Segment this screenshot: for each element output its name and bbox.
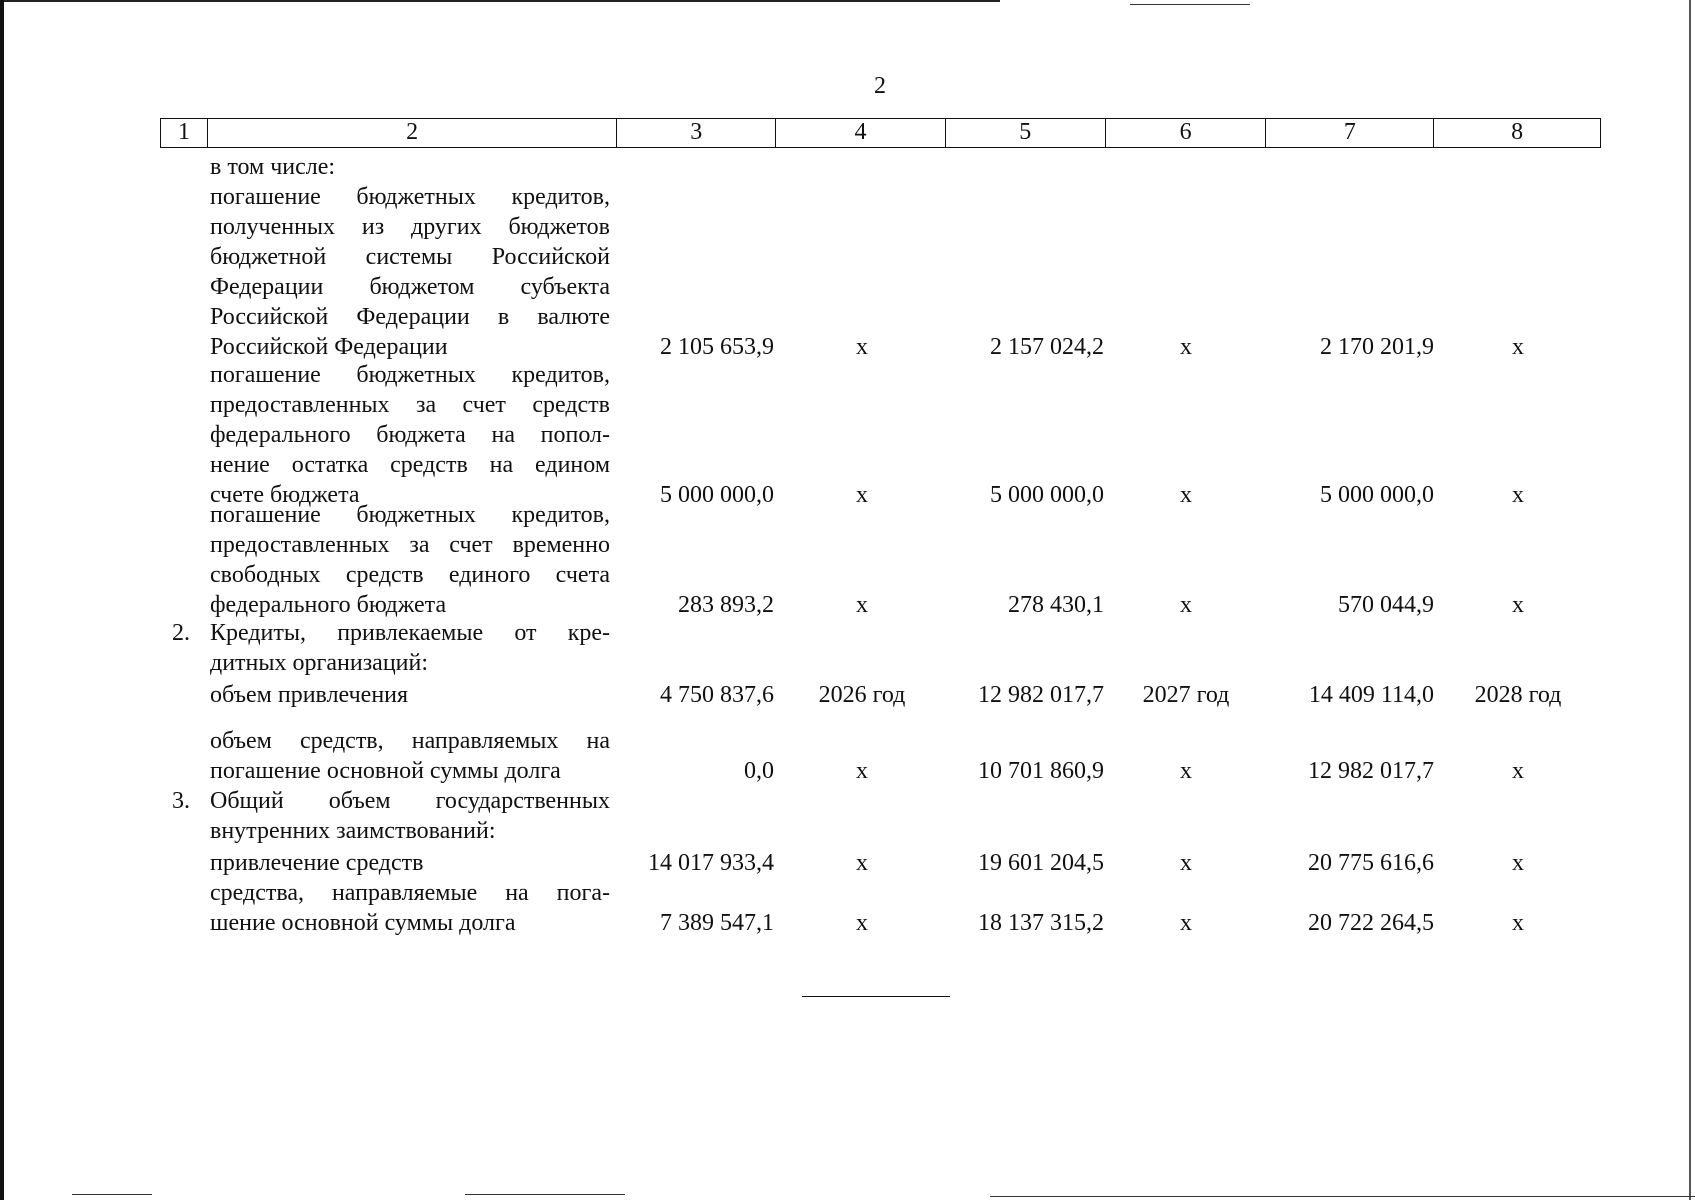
header-cell-4: 4 bbox=[776, 119, 946, 147]
row-label-line: объем привлечения bbox=[210, 682, 409, 708]
cell-c6: x bbox=[1180, 758, 1192, 784]
scan-edge-right bbox=[1689, 0, 1691, 1200]
cell-c7: 20 775 616,6 bbox=[1308, 850, 1434, 876]
header-cell-1: 1 bbox=[161, 119, 208, 147]
cell-c8: x bbox=[1512, 592, 1524, 618]
header-cell-5: 5 bbox=[946, 119, 1106, 147]
cell-c4: x bbox=[856, 592, 868, 618]
row-label bbox=[210, 500, 610, 620]
cell-c8: 2028 год bbox=[1474, 682, 1562, 708]
cell-c8: x bbox=[1512, 482, 1524, 508]
row-number: 3. bbox=[172, 788, 190, 814]
scan-edge-bottom-fragment-middle bbox=[465, 1194, 625, 1195]
scan-edge-bottom bbox=[990, 1196, 1695, 1197]
cell-c3: 7 389 547,1 bbox=[660, 910, 774, 936]
row-label-line: счете бюджета bbox=[210, 482, 360, 508]
row-label-line: в том числе: bbox=[210, 154, 336, 180]
row-label-line: бюджетной системы Российской bbox=[210, 244, 610, 270]
row-label-line: предоставленных за счет временно bbox=[210, 532, 610, 558]
row-label-line: внутренних заимствований: bbox=[210, 818, 496, 844]
cell-c5: 12 982 017,7 bbox=[978, 682, 1104, 708]
table-header-row bbox=[160, 118, 1601, 148]
cell-c4: x bbox=[856, 482, 868, 508]
cell-c6: x bbox=[1180, 482, 1192, 508]
header-cell-8: 8 bbox=[1511, 119, 1524, 145]
row-label-line: нение остатка средств на едином bbox=[210, 452, 610, 478]
cell-c7: 5 000 000,0 bbox=[1320, 482, 1434, 508]
row-label bbox=[210, 680, 610, 710]
row-label-line: погашение бюджетных кредитов, bbox=[210, 362, 610, 388]
header-cell-7: 7 bbox=[1266, 119, 1434, 147]
row-label-line: федерального бюджета bbox=[210, 592, 447, 618]
cell-c3: 2 105 653,9 bbox=[660, 334, 774, 360]
row-label-line: федерального бюджета на попол- bbox=[210, 422, 610, 448]
row-label-line: Российской Федерации bbox=[210, 334, 448, 360]
cell-c5: 18 137 315,2 bbox=[978, 910, 1104, 936]
cell-c8: x bbox=[1512, 334, 1524, 360]
row-label-line: предоставленных за счет средств bbox=[210, 392, 610, 418]
row-label-line: объем средств, направляемых на bbox=[210, 728, 610, 754]
header-cell-6: 6 bbox=[1106, 119, 1267, 147]
row-label bbox=[210, 726, 610, 786]
cell-c3: 14 017 933,4 bbox=[648, 850, 774, 876]
page-number: 2 bbox=[874, 73, 886, 99]
cell-c6: x bbox=[1180, 850, 1192, 876]
row-label-line: погашение основной суммы долга bbox=[210, 758, 561, 784]
cell-c5: 278 430,1 bbox=[1008, 592, 1104, 618]
row-number: 2. bbox=[172, 620, 190, 646]
row-label bbox=[210, 786, 610, 846]
row-label-line: полученных из других бюджетов bbox=[210, 214, 610, 240]
cell-c8: x bbox=[1512, 850, 1524, 876]
cell-c8: x bbox=[1512, 910, 1524, 936]
cell-c6: x bbox=[1180, 334, 1192, 360]
cell-c7: 12 982 017,7 bbox=[1308, 758, 1434, 784]
cell-c7: 570 044,9 bbox=[1338, 592, 1434, 618]
cell-c4: x bbox=[856, 910, 868, 936]
cell-c5: 2 157 024,2 bbox=[990, 334, 1104, 360]
cell-c7: 20 722 264,5 bbox=[1308, 910, 1434, 936]
row-label bbox=[210, 848, 610, 878]
cell-c7: 14 409 114,0 bbox=[1308, 682, 1434, 708]
row-label bbox=[210, 618, 610, 678]
scan-edge-left bbox=[0, 0, 4, 1200]
cell-c3: 283 893,2 bbox=[678, 592, 774, 618]
row-label-line: шение основной суммы долга bbox=[210, 910, 516, 936]
cell-c4: x bbox=[856, 850, 868, 876]
row-label bbox=[210, 182, 610, 362]
cell-c3: 5 000 000,0 bbox=[660, 482, 774, 508]
row-label-line: погашение бюджетных кредитов, bbox=[210, 184, 610, 210]
cell-c6: 2027 год bbox=[1142, 682, 1230, 708]
scan-edge-bottom-fragment-left bbox=[72, 1194, 152, 1195]
cell-c5: 5 000 000,0 bbox=[990, 482, 1104, 508]
row-label-line: Федерации бюджетом субъекта bbox=[210, 274, 610, 300]
row-label-line: Общий объем государственных bbox=[210, 788, 610, 814]
cell-c6: x bbox=[1180, 592, 1192, 618]
row-label bbox=[210, 360, 610, 510]
cell-c4: x bbox=[856, 758, 868, 784]
cell-c5: 10 701 860,9 bbox=[978, 758, 1104, 784]
cell-c4: x bbox=[856, 334, 868, 360]
row-label bbox=[210, 152, 610, 182]
cell-c4: 2026 год bbox=[818, 682, 906, 708]
row-label-line: привлечение средств bbox=[210, 850, 424, 876]
cell-c3: 0,0 bbox=[744, 758, 774, 784]
scan-edge-top bbox=[0, 0, 1000, 2]
row-label-line: Российской Федерации в валюте bbox=[210, 304, 610, 330]
row-label-line: погашение бюджетных кредитов, bbox=[210, 502, 610, 528]
cell-c5: 19 601 204,5 bbox=[978, 850, 1104, 876]
row-label-line: Кредиты, привлекаемые от кре- bbox=[210, 620, 610, 646]
header-cell-3: 3 bbox=[617, 119, 776, 147]
row-label bbox=[210, 878, 610, 938]
cell-c7: 2 170 201,9 bbox=[1320, 334, 1434, 360]
end-of-table-rule bbox=[802, 996, 950, 997]
cell-c3: 4 750 837,6 bbox=[660, 682, 774, 708]
cell-c8: x bbox=[1512, 758, 1524, 784]
header-cell-2: 2 bbox=[208, 119, 617, 147]
scan-edge-top-fragment bbox=[1130, 4, 1250, 5]
row-label-line: свободных средств единого счета bbox=[210, 562, 610, 588]
cell-c6: x bbox=[1180, 910, 1192, 936]
row-label-line: дитных организаций: bbox=[210, 650, 429, 676]
row-label-line: средства, направляемые на пога- bbox=[210, 880, 610, 906]
